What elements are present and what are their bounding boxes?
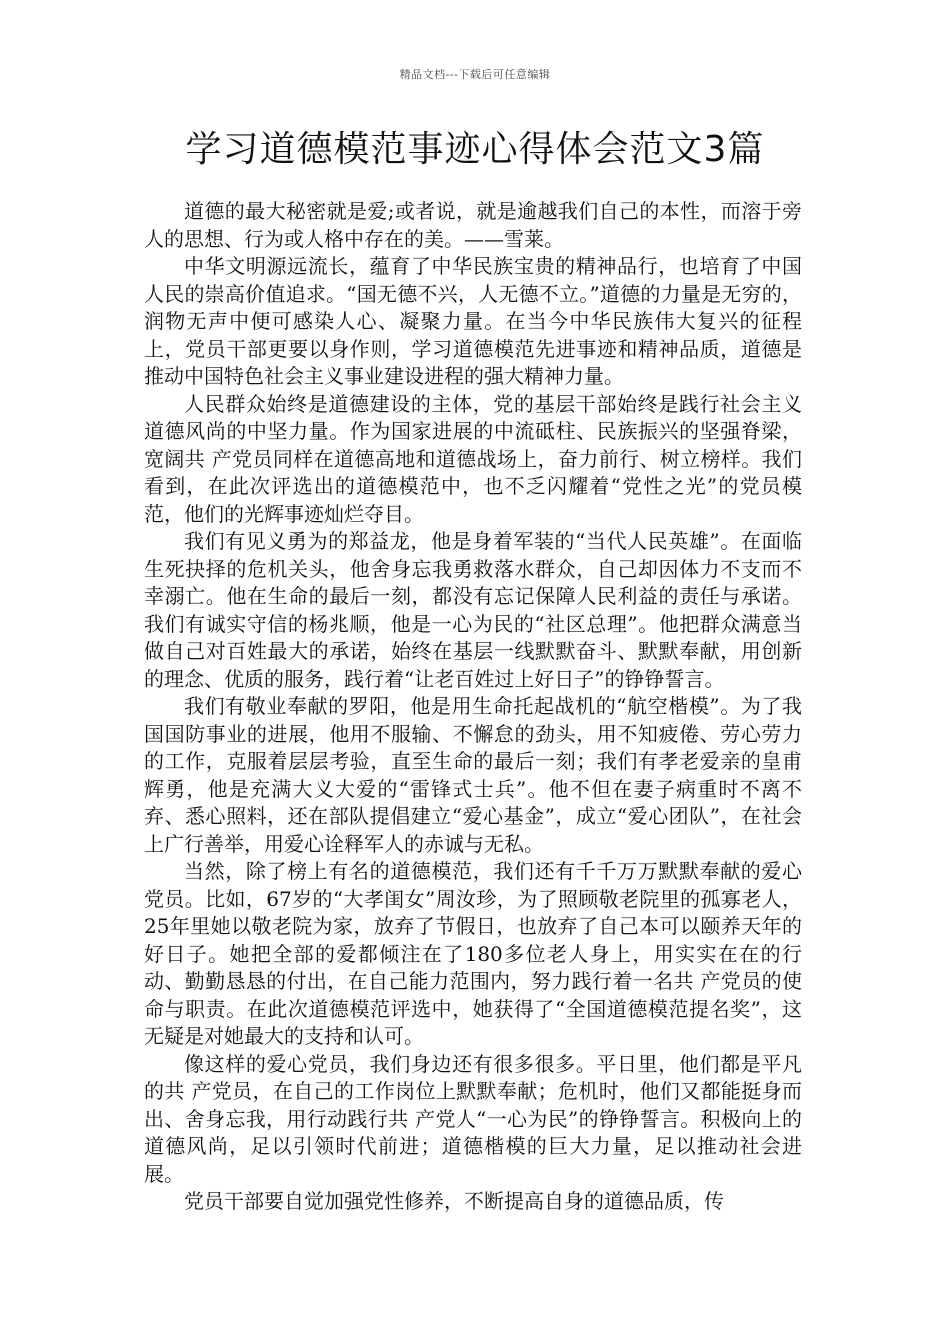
paragraph: 人民群众始终是道德建设的主体，党的基层干部始终是践行社会主义道德风尚的中坚力量。作为国家进展的中流砥柱、民族振兴的坚强脊梁，宽阔共 产党员同样在道德高地和道德战场上，奋力前行、树立榜样。我们看到，在此次评选出的道德模范中，也不乏闪耀着“党性之光”的党员模范，他们的光辉事迹灿烂夺目。 (144, 391, 802, 526)
paragraph: 中华文明源远流长，蕴育了中华民族宝贵的精神品行，也培育了中国人民的崇高价值追求。“国无德不兴，人无德不立。”道德的力量是无穷的，润物无声中便可感染人心、凝聚力量。在当今中华民族伟大复兴的征程上，党员干部更要以身作则，学习道德模范先进事迹和精神品质，道德是推动中国特色社会主义事业建设进程的强大精神力量。 (144, 254, 802, 388)
paragraph: 像这样的爱心党员，我们身边还有很多很多。平日里，他们都是平凡的共 产党员，在自己的工作岗位上默默奉献；危机时，他们又都能挺身而出、舍身忘我，用行动践行共 产党人“一心为民”的铮铮誓言。积极向上的道德风尚，足以引领时代前进；道德楷模的巨大力量，足以推动社会进展。 (144, 1051, 802, 1186)
paragraph: 我们有见义勇为的郑益龙，他是身着军装的“当代人民英雄”。在面临生死抉择的危机关头，他舍身忘我勇救落水群众，自己却因体力不支而不幸溺亡。他在生命的最后一刻，都没有忘记保障人民利益的责任与承诺。我们有诚实守信的杨兆顺，他是一心为民的“社区总理”。他把群众满意当做自己对百姓最大的承诺，始终在基层一线默默奋斗、默默奉献，用创新的理念、优质的服务，践行着“让老百姓过上好日子”的铮铮誓言。 (144, 529, 802, 691)
document-body (144, 198, 802, 1216)
paragraph: 我们有敬业奉献的罗阳，他是用生命托起战机的“航空楷模”。为了我国国防事业的进展，他用不服输、不懈怠的劲头，用不知疲倦、劳心劳力的工作，克服着层层考验，直至生命的最后一刻；我们有孝老爱亲的皇甫辉勇，他是充满大义大爱的“雷锋式士兵”。他不但在妻子病重时不离不弃、悉心照料，还在部队提倡建立“爱心基金”，成立“爱心团队”，在社会上广行善举，用爱心诠释军人的赤诚与无私。 (144, 694, 802, 856)
document-title: 学习道德模范事迹心得体会范文3篇 (185, 129, 765, 170)
header-note: 精品文档---下载后可任意编辑 (399, 68, 551, 81)
paragraph: 道德的最大秘密就是爱;或者说，就是逾越我们自己的本性，而溶于旁人的思想、行为或人格中存在的美。——雪莱。 (144, 199, 802, 251)
paragraph: 党员干部要自觉加强党性修养，不断提高自身的道德品质，传 (184, 1189, 724, 1213)
paragraph: 当然，除了榜上有名的道德模范，我们还有千千万万默默奉献的爱心党员。比如，67岁的“大孝闺女”周汝珍，为了照顾敬老院里的孤寡老人，25年里她以敬老院为家，放弃了节假日，也放弃了自己本可以颐养天年的好日子。她把全部的爱都倾注在了180多位老人身上，用实实在在的行动、勤勤恳恳的付出，在自己能力范围内，努力践行着一名共 产党员的使命与职责。在此次道德模范评选中，她获得了“全国道德模范提名奖”，这无疑是对她最大的支持和认可。 (144, 859, 802, 1048)
